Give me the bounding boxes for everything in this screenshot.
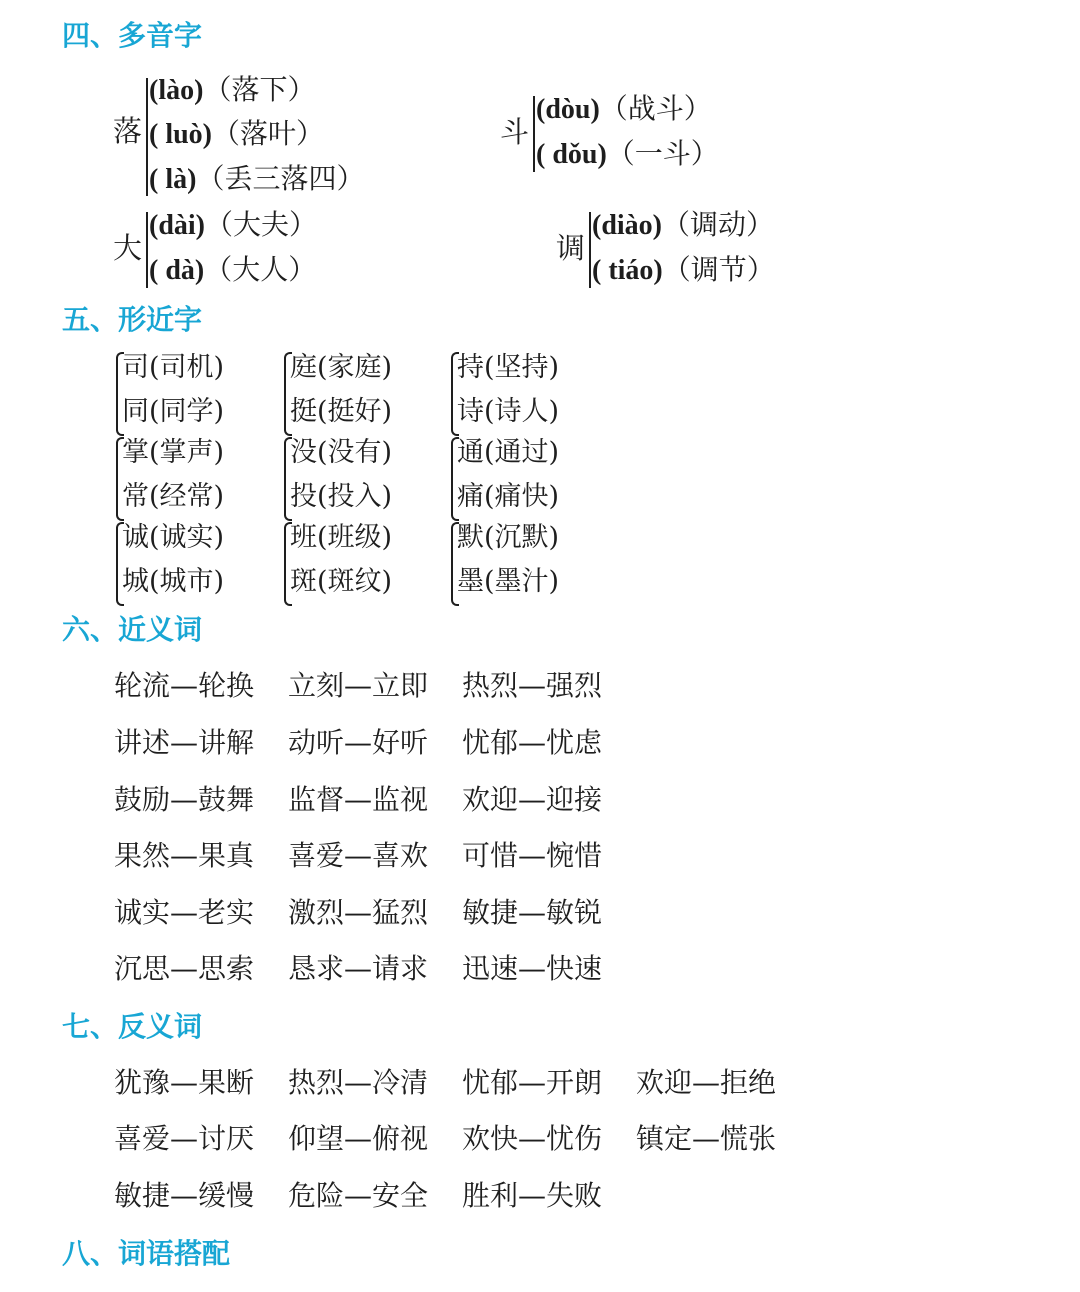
- synonym-pair: 沉思—思索: [114, 952, 255, 985]
- synonym-pair: 动听—好听: [288, 726, 429, 759]
- similar-char-word: 斑(斑纹): [290, 566, 393, 597]
- polyphone-char: 大: [113, 231, 143, 265]
- synonym-pair: 忧郁—忧虑: [462, 726, 603, 759]
- brace-symbol: [589, 212, 591, 288]
- synonym-pair: 讲述—讲解: [114, 726, 255, 759]
- antonym-pair: 镇定—慌张: [636, 1122, 777, 1155]
- antonym-pair: 热烈—冷清: [288, 1066, 429, 1099]
- antonym-pair: 敏捷—缓慢: [114, 1179, 255, 1212]
- similar-char-word: 没(没有): [290, 437, 393, 468]
- brace-symbol: [146, 212, 148, 288]
- similar-char-word: 常(经常): [122, 481, 225, 512]
- synonym-pair: 轮流—轮换: [114, 669, 255, 702]
- synonym-pair: 欢迎—迎接: [462, 783, 603, 816]
- antonym-pair: 仰望—俯视: [288, 1122, 429, 1155]
- similar-char-word: 同(同学): [122, 396, 225, 427]
- similar-char-word: 痛(痛快): [457, 481, 560, 512]
- polyphone-reading: ( tiáo)（调节）: [592, 253, 775, 286]
- similar-char-word: 城(城市): [122, 566, 225, 597]
- antonym-pair: 喜爱—讨厌: [114, 1122, 255, 1155]
- antonym-row: [114, 1122, 810, 1155]
- antonym-pair: 犹豫—果断: [114, 1066, 255, 1099]
- similar-char-word: 司(司机): [122, 352, 225, 383]
- synonym-pair: 恳求—请求: [288, 952, 429, 985]
- antonym-row: [114, 1066, 810, 1099]
- polyphone-char: 落: [113, 114, 143, 148]
- synonym-row: [114, 896, 636, 929]
- polyphone-reading: (diào)（调动）: [592, 208, 775, 241]
- synonym-pair: 激烈—猛烈: [288, 896, 429, 929]
- similar-char-word: 庭(家庭): [290, 352, 393, 383]
- section-heading-polyphones: 四、多音字: [62, 19, 203, 52]
- brace-symbol: [146, 78, 148, 196]
- polyphone-reading: ( dà)（大人）: [149, 253, 317, 286]
- similar-char-word: 诚(诚实): [122, 522, 225, 553]
- section-heading-antonyms: 七、反义词: [62, 1010, 203, 1043]
- synonym-pair: 果然—果真: [114, 839, 255, 872]
- polyphone-reading: (dài)（大夫）: [149, 208, 318, 241]
- synonym-row: [114, 726, 636, 759]
- polyphone-char: 调: [556, 231, 586, 265]
- similar-char-word: 墨(墨汁): [457, 566, 560, 597]
- synonym-pair: 诚实—老实: [114, 896, 255, 929]
- similar-char-word: 诗(诗人): [457, 396, 560, 427]
- synonym-pair: 立刻—立即: [288, 669, 429, 702]
- antonym-pair: 危险—安全: [288, 1179, 429, 1212]
- synonym-row: [114, 669, 636, 702]
- synonym-pair: 可惜—惋惜: [462, 839, 603, 872]
- polyphone-reading: (dòu)（战斗）: [536, 92, 712, 125]
- polyphone-reading: ( là)（丢三落四）: [149, 162, 365, 195]
- synonym-pair: 鼓励—鼓舞: [114, 783, 255, 816]
- section-heading-collocations: 八、词语搭配: [62, 1237, 231, 1270]
- section-heading-synonyms: 六、近义词: [62, 613, 203, 646]
- section-heading-similar-chars: 五、形近字: [62, 303, 203, 336]
- synonym-row: [114, 783, 636, 816]
- polyphone-reading: (lào)（落下）: [149, 73, 316, 106]
- synonym-row: [114, 952, 636, 985]
- antonym-row: [114, 1179, 636, 1212]
- similar-char-word: 掌(掌声): [122, 437, 225, 468]
- similar-char-word: 班(班级): [290, 522, 393, 553]
- similar-char-word: 通(通过): [457, 437, 560, 468]
- synonym-row: [114, 839, 636, 872]
- antonym-pair: 欢快—忧伤: [462, 1122, 603, 1155]
- synonym-pair: 迅速—快速: [462, 952, 603, 985]
- synonym-pair: 敏捷—敏锐: [462, 896, 603, 929]
- polyphone-reading: ( luò)（落叶）: [149, 117, 325, 150]
- synonym-pair: 热烈—强烈: [462, 669, 603, 702]
- polyphone-reading: ( dǒu)（一斗）: [536, 137, 719, 170]
- antonym-pair: 欢迎—拒绝: [636, 1066, 777, 1099]
- similar-char-word: 默(沉默): [457, 522, 560, 553]
- similar-char-word: 挺(挺好): [290, 396, 393, 427]
- polyphone-char: 斗: [500, 115, 530, 149]
- synonym-pair: 喜爱—喜欢: [288, 839, 429, 872]
- brace-symbol: [533, 96, 535, 172]
- antonym-pair: 忧郁—开朗: [462, 1066, 603, 1099]
- similar-char-word: 持(坚持): [457, 352, 560, 383]
- similar-char-word: 投(投入): [290, 481, 393, 512]
- synonym-pair: 监督—监视: [288, 783, 429, 816]
- antonym-pair: 胜利—失败: [462, 1179, 603, 1212]
